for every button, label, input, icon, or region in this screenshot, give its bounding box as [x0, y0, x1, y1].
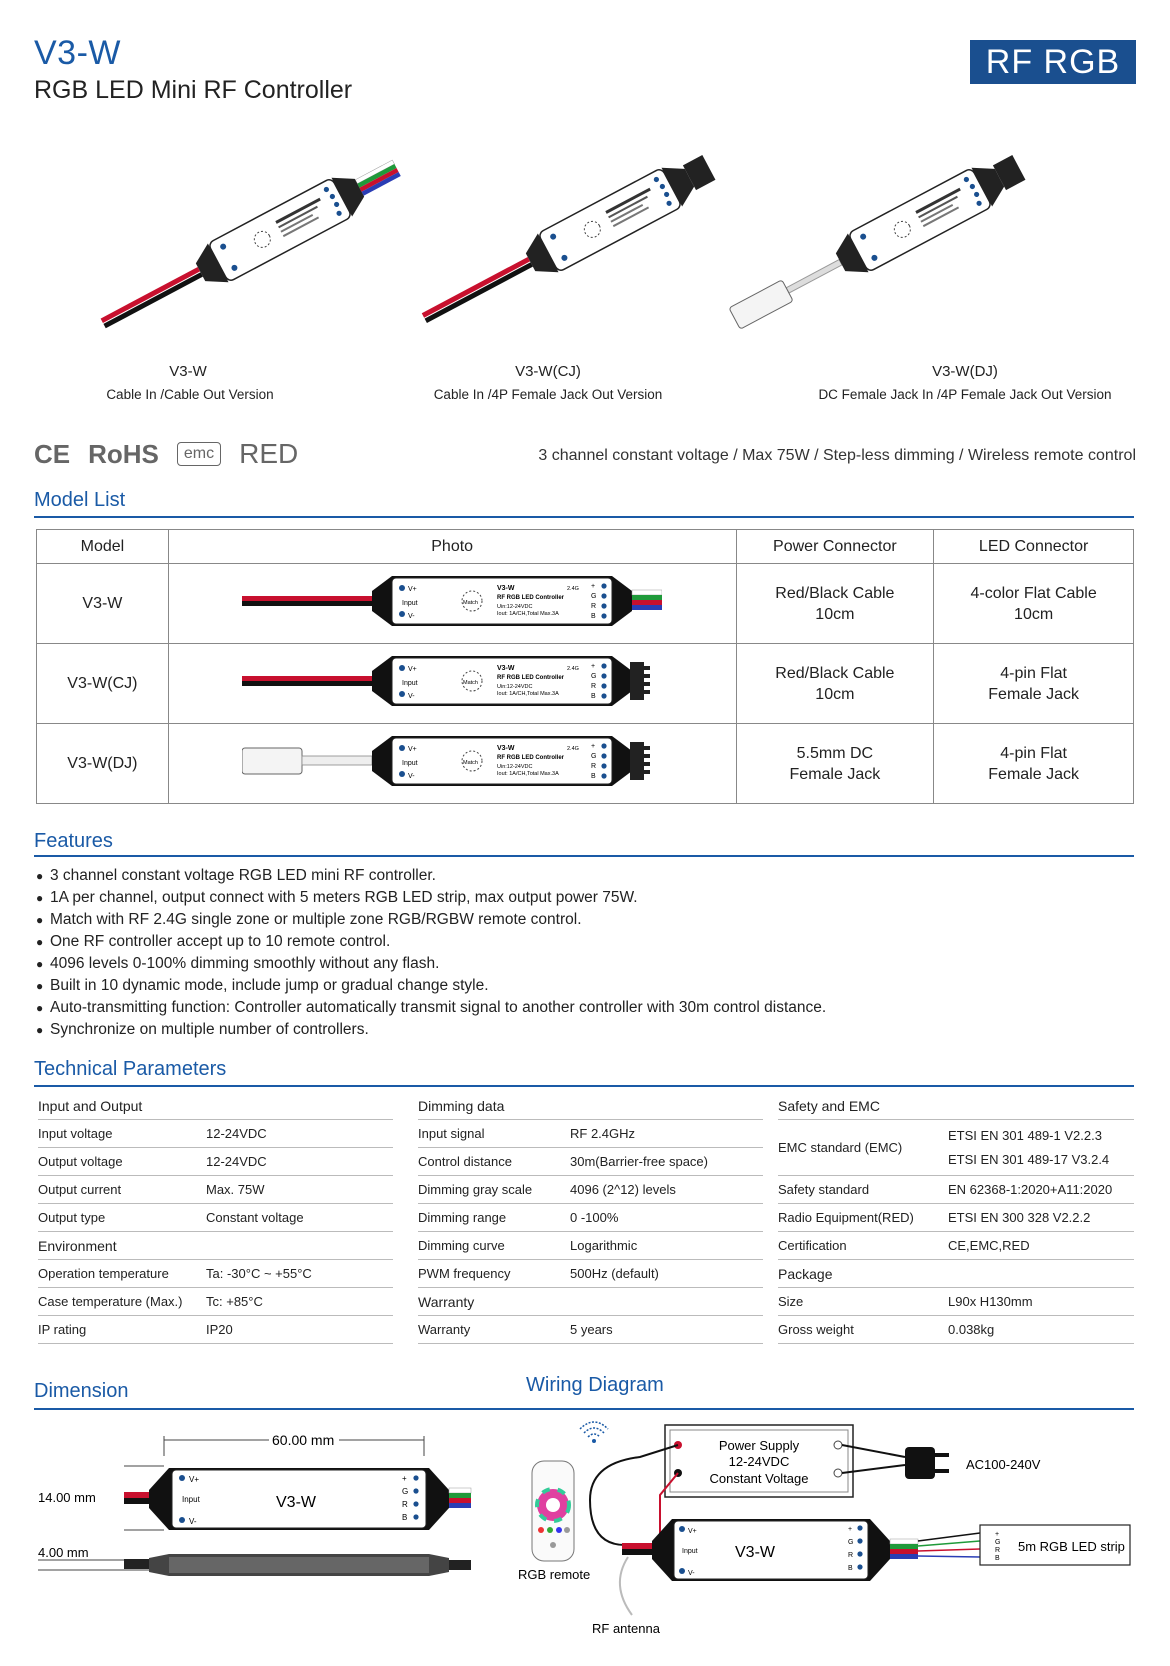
tech-group-heading — [418, 1092, 763, 1120]
tech-param-row — [778, 1204, 1134, 1232]
svg-text:+: + — [591, 582, 596, 590]
tech-col-io — [38, 1092, 393, 1344]
tech-group-label: Environment — [38, 1237, 117, 1254]
feature-item: ● Built in 10 dynamic mode, include jump or gradual change style. — [36, 975, 826, 997]
tech-col-dimming — [418, 1092, 763, 1344]
param-value: 4096 (2^12) levels — [570, 1182, 676, 1197]
svg-text:G: G — [591, 752, 597, 760]
param-name: PWM frequency — [418, 1266, 511, 1281]
tech-param-row — [778, 1120, 1134, 1176]
strip-r: R — [995, 1547, 1001, 1554]
param-name: Gross weight — [778, 1322, 854, 1337]
svg-text:Uin:12-24VDC: Uin:12-24VDC — [497, 683, 533, 690]
strip-g: G — [995, 1539, 1001, 1546]
feature-item: ● Auto-transmitting function: Controller automatically transmit signal to another controller with 30m control distance. — [36, 997, 826, 1019]
photo-cell — [168, 564, 736, 644]
param-value: 0.038kg — [948, 1322, 995, 1337]
model-cell: V3-W(CJ) — [37, 644, 169, 724]
rohs-mark: RoHS — [88, 438, 159, 469]
param-value: CE,EMC,RED — [948, 1238, 1030, 1253]
param-value: Ta: -30°C ~ +55°C — [206, 1266, 312, 1281]
svg-text:RF RGB LED Controller: RF RGB LED Controller — [497, 594, 565, 601]
svg-text:V3-W: V3-W — [497, 744, 515, 752]
tech-param-row — [38, 1316, 393, 1344]
wd-input: Input — [682, 1548, 698, 1555]
param-value: 12-24VDC — [206, 1126, 267, 1141]
device-photo — [242, 726, 662, 796]
tech-param-row — [778, 1316, 1134, 1344]
tech-param-row — [38, 1204, 393, 1232]
wd-g: G — [848, 1539, 854, 1546]
tech-group-label: Package — [778, 1265, 833, 1282]
svg-text:V-: V- — [408, 692, 415, 700]
param-value: L90x H130mm — [948, 1294, 1033, 1309]
param-value: Tc: +85°C — [206, 1294, 263, 1309]
col-header-model: Model — [37, 530, 169, 564]
tech-param-row — [778, 1176, 1134, 1204]
wiring-title: Wiring Diagram — [526, 1374, 664, 1396]
model-cell: V3-W — [37, 564, 169, 644]
svg-text:RF RGB LED Controller: RF RGB LED Controller — [497, 754, 565, 761]
wd-vplus: V+ — [688, 1528, 697, 1535]
tech-group-label: Dimming data — [418, 1097, 505, 1114]
ce-mark: CE — [34, 438, 71, 469]
feature-item: ● Match with RF 2.4G single zone or multiple zone RGB/RGBW remote control. — [36, 909, 826, 931]
dim-b: B — [402, 1513, 408, 1522]
tech-param-row — [38, 1260, 393, 1288]
param-name: Output voltage — [38, 1154, 123, 1169]
tech-group-heading — [778, 1092, 1134, 1120]
param-name: Size — [778, 1294, 804, 1309]
dim-input: Input — [182, 1495, 200, 1504]
dim-vplus: V+ — [189, 1475, 200, 1484]
svg-text:B: B — [591, 772, 596, 780]
param-value: RF 2.4GHz — [570, 1126, 636, 1141]
tech-param-row — [38, 1176, 393, 1204]
tech-param-row — [418, 1232, 763, 1260]
dim-vminus: V- — [189, 1517, 197, 1526]
svg-text:V3-W: V3-W — [497, 664, 515, 672]
device-photo — [242, 566, 662, 636]
certification-logos — [34, 436, 298, 472]
dimension-title: Dimension — [34, 1380, 129, 1402]
param-name: Certification — [778, 1238, 847, 1253]
param-value: ETSI EN 300 328 V2.2.2 — [948, 1210, 1091, 1225]
svg-text:V-: V- — [408, 612, 415, 620]
power-cell: 5.5mm DC Female Jack — [736, 724, 934, 804]
thickness-label: 4.00 mm — [38, 1545, 89, 1560]
svg-text:Uin:12-24VDC: Uin:12-24VDC — [497, 603, 533, 610]
param-value: Max. 75W — [206, 1182, 265, 1197]
height-label: 14.00 mm — [38, 1490, 96, 1505]
section-divider — [34, 855, 1134, 857]
param-value: EN 62368-1:2020+A11:2020 — [948, 1182, 1113, 1197]
dim-g: G — [402, 1487, 409, 1496]
svg-text:+: + — [591, 742, 596, 750]
param-name: Dimming curve — [418, 1238, 505, 1253]
svg-text:Iout: 1A/CH,Total Max.3A: Iout: 1A/CH,Total Max.3A — [497, 690, 559, 697]
tech-param-row — [418, 1148, 763, 1176]
power-cell: Red/Black Cable 10cm — [736, 564, 934, 644]
wiring-diagram — [510, 1415, 1140, 1635]
wireless-signal-icon — [580, 1422, 608, 1443]
photo-cell — [168, 644, 736, 724]
psu-line2: 12-24VDC — [728, 1454, 790, 1469]
section-divider — [34, 1085, 1134, 1087]
product-name-2: V3-W(CJ) — [515, 363, 581, 380]
tech-param-row — [38, 1120, 393, 1148]
feature-item: ● Synchronize on multiple number of controllers. — [36, 1019, 826, 1041]
features-list — [36, 865, 826, 1041]
antenna-label: RF antenna — [592, 1621, 660, 1635]
tech-group-heading — [418, 1288, 763, 1316]
model-list-title: Model List — [34, 489, 126, 511]
photo-cell — [168, 724, 736, 804]
svg-text:G: G — [591, 592, 597, 600]
wd-vminus: V- — [688, 1570, 695, 1577]
param-name: Dimming range — [418, 1210, 507, 1225]
svg-text:V+: V+ — [408, 585, 417, 593]
length-label: 60.00 mm — [272, 1432, 335, 1448]
param-name: Control distance — [418, 1154, 512, 1169]
param-value: IP20 — [206, 1322, 233, 1337]
section-divider — [34, 516, 1134, 518]
wd-r: R — [848, 1552, 854, 1559]
dimension-drawing — [34, 1420, 504, 1580]
tech-group-label: Safety and EMC — [778, 1097, 880, 1114]
wd-plus: + — [848, 1526, 853, 1533]
param-name: IP rating — [38, 1322, 87, 1337]
param-name: Warranty — [418, 1322, 471, 1337]
tech-col-safety — [778, 1092, 1134, 1344]
svg-text:R: R — [591, 762, 597, 770]
param-name: Radio Equipment(RED) — [778, 1210, 914, 1225]
psu-line1: Power Supply — [718, 1438, 800, 1453]
param-name: Output current — [38, 1182, 122, 1197]
svg-text:Input: Input — [402, 679, 418, 687]
tech-param-row — [418, 1120, 763, 1148]
wd-b: B — [848, 1565, 853, 1572]
product-name-1: V3-W — [169, 363, 207, 380]
tech-param-row — [778, 1232, 1134, 1260]
param-value: ETSI EN 301 489-1 V2.2.3 ETSI EN 301 489-17 V3.2.4 — [948, 1127, 1110, 1167]
svg-text:Iout: 1A/CH,Total Max.3A: Iout: 1A/CH,Total Max.3A — [497, 610, 559, 617]
tech-param-row — [38, 1288, 393, 1316]
product-desc-3: DC Female Jack In /4P Female Jack Out Version — [818, 387, 1112, 402]
param-name: Safety standard — [778, 1182, 870, 1197]
red-mark: RED — [239, 438, 299, 469]
strip-b: B — [995, 1555, 1000, 1562]
table-row — [37, 564, 1134, 644]
rgb-remote-icon — [532, 1461, 574, 1561]
model-list-table — [36, 529, 1134, 804]
svg-text:2.4G: 2.4G — [567, 585, 580, 592]
strip-label: 5m RGB LED strip — [1018, 1539, 1125, 1554]
svg-text:Uin:12-24VDC: Uin:12-24VDC — [497, 763, 533, 770]
svg-text:RF RGB LED Controller: RF RGB LED Controller — [497, 674, 565, 681]
product-desc-1: Cable In /Cable Out Version — [106, 387, 274, 402]
dim-r: R — [402, 1500, 408, 1509]
param-name: Case temperature (Max.) — [38, 1294, 183, 1309]
ac-label: AC100-240V — [966, 1457, 1041, 1472]
ac-plug-icon — [905, 1447, 935, 1479]
param-name: Output type — [38, 1210, 106, 1225]
svg-text:Match: Match — [463, 759, 479, 766]
tagline: 3 channel constant voltage / Max 75W / Step-less dimming / Wireless remote control — [538, 447, 1136, 464]
col-header-power: Power Connector — [736, 530, 934, 564]
tech-group-heading — [38, 1092, 393, 1120]
feature-item: ● 4096 levels 0-100% dimming smoothly without any flash. — [36, 953, 826, 975]
features-title: Features — [34, 830, 113, 852]
tech-param-row — [418, 1176, 763, 1204]
model-cell: V3-W(DJ) — [37, 724, 169, 804]
param-value: 12-24VDC — [206, 1154, 267, 1169]
tech-group-heading — [778, 1260, 1134, 1288]
param-value: Constant voltage — [206, 1210, 304, 1225]
tech-group-label: Warranty — [418, 1293, 475, 1310]
emc-mark: emc — [177, 442, 221, 466]
tech-param-row — [418, 1316, 763, 1344]
page-subtitle: RGB LED Mini RF Controller — [34, 76, 353, 104]
svg-text:R: R — [591, 602, 597, 610]
led-cell: 4-color Flat Cable 10cm — [934, 564, 1134, 644]
svg-text:Match: Match — [463, 599, 479, 606]
psu-line3: Constant Voltage — [709, 1471, 809, 1486]
power-cell: Red/Black Cable 10cm — [736, 644, 934, 724]
tech-param-row — [778, 1288, 1134, 1316]
table-row — [37, 644, 1134, 724]
col-header-led: LED Connector — [934, 530, 1134, 564]
strip-plus: + — [995, 1531, 1000, 1538]
dim-model-label: V3-W — [276, 1494, 316, 1511]
svg-text:V3-W: V3-W — [497, 584, 515, 592]
table-row — [37, 724, 1134, 804]
feature-item: ● 1A per channel, output connect with 5 meters RGB LED strip, max output power 75W. — [36, 887, 826, 909]
wd-controller-label: V3-W — [735, 1544, 775, 1561]
remote-label: RGB remote — [518, 1567, 591, 1582]
param-value: 5 years — [570, 1322, 613, 1337]
svg-text:V+: V+ — [408, 745, 417, 753]
section-divider — [34, 1408, 1134, 1410]
tech-param-row — [38, 1148, 393, 1176]
svg-text:G: G — [591, 672, 597, 680]
category-badge: RF RGB — [970, 40, 1136, 84]
feature-item: ● One RF controller accept up to 10 remote control. — [36, 931, 826, 953]
feature-item: ● 3 channel constant voltage RGB LED mini RF controller. — [36, 865, 826, 887]
svg-text:2.4G: 2.4G — [567, 745, 580, 752]
svg-text:2.4G: 2.4G — [567, 665, 580, 672]
product-desc-2: Cable In /4P Female Jack Out Version — [433, 387, 663, 402]
svg-text:Input: Input — [402, 599, 418, 607]
product-name-3: V3-W(DJ) — [932, 363, 998, 380]
param-value: Logarithmic — [570, 1238, 638, 1253]
param-value: 30m(Barrier-free space) — [570, 1154, 708, 1169]
svg-text:R: R — [591, 682, 597, 690]
param-name: Operation temperature — [38, 1266, 169, 1281]
tech-title: Technical Parameters — [34, 1058, 227, 1080]
param-name: Input voltage — [38, 1126, 113, 1141]
param-value: 0 -100% — [570, 1210, 619, 1225]
param-name: Dimming gray scale — [418, 1182, 533, 1197]
tech-group-label: Input and Output — [38, 1097, 143, 1114]
svg-text:V+: V+ — [408, 665, 417, 673]
tech-group-heading — [38, 1232, 393, 1260]
tech-param-row — [418, 1260, 763, 1288]
svg-text:Match: Match — [463, 679, 479, 686]
param-name: EMC standard (EMC) — [778, 1140, 903, 1155]
led-cell: 4-pin Flat Female Jack — [934, 644, 1134, 724]
svg-text:Input: Input — [402, 759, 418, 767]
dim-plus: + — [402, 1474, 407, 1483]
product-illustrations — [0, 120, 1170, 360]
page-title: V3-W — [34, 34, 121, 72]
col-header-photo: Photo — [168, 530, 736, 564]
device-photo — [242, 646, 662, 716]
svg-text:Iout: 1A/CH,Total Max.3A: Iout: 1A/CH,Total Max.3A — [497, 770, 559, 777]
svg-text:B: B — [591, 692, 596, 700]
svg-text:V-: V- — [408, 772, 415, 780]
param-value: 500Hz (default) — [570, 1266, 659, 1281]
tech-param-row — [418, 1204, 763, 1232]
svg-text:B: B — [591, 612, 596, 620]
param-name: Input signal — [418, 1126, 485, 1141]
svg-text:+: + — [591, 662, 596, 670]
led-cell: 4-pin Flat Female Jack — [934, 724, 1134, 804]
